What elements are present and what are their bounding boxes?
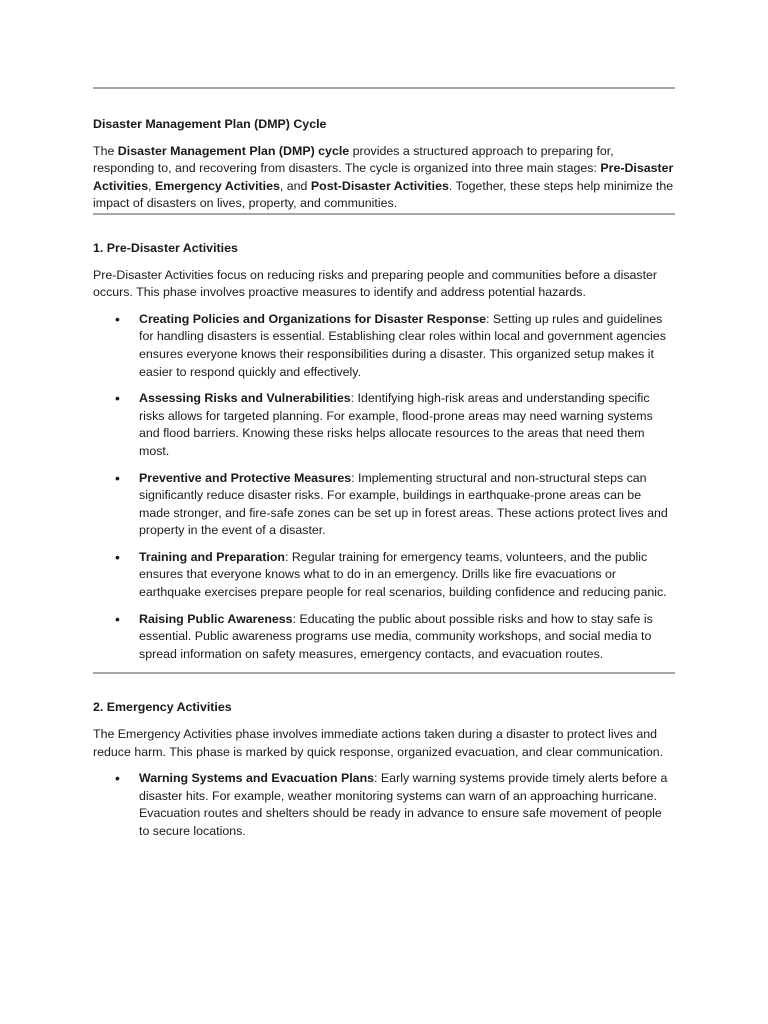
intro-text: , and xyxy=(279,178,311,193)
intro-text: The xyxy=(93,143,118,158)
item-text: : Implementing structural and non-structural steps can significantly reduce disaster risks. For example, buildings in earthquake-prone areas can be made stronger, and fire-safe zones can be set up in forest areas. These actions protect lives and property in the event of a disaster. xyxy=(139,470,668,538)
item-text: : Setting up rules and guidelines for handling disasters is essential. Establishing clear roles within local and government agencies ensures everyone knows their responsibilities during a disaster. This organized setup makes it easier to respond quickly and effectively. xyxy=(139,311,666,379)
intro-bold-term: Disaster Management Plan (DMP) cycle xyxy=(117,143,350,158)
item-term: Creating Policies and Organizations for Disaster Response xyxy=(139,311,487,326)
list-item xyxy=(139,390,675,460)
document-page xyxy=(93,87,675,850)
item-term: Assessing Risks and Vulnerabilities xyxy=(139,391,351,406)
item-text: : Early warning systems provide timely alerts before a disaster hits. For example, weather monitoring systems can warn of an approaching hurricane. Evacuation routes and shelters should be ready in advance to ensure safe movement of people to secure locations. xyxy=(139,771,668,838)
list-item xyxy=(139,311,675,381)
item-text: : Identifying high-risk areas and understanding specific risks allows for targeted planning. For example, flood-prone areas may need warning systems and flood barriers. Knowing these risks helps allocate resources to the areas that need them most. xyxy=(139,391,653,458)
intro-bold-term: Pre-Disaster Activities xyxy=(93,161,674,193)
intro-bold-term: Post-Disaster Activities xyxy=(310,178,449,193)
section-intro: Pre-Disaster Activities focus on reducing risks and preparing people and communities before a disaster occurs. This phase involves proactive measures to identify and address potential hazards. xyxy=(93,267,658,300)
document-title: Disaster Management Plan (DMP) Cycle xyxy=(93,117,327,131)
item-term: Warning Systems and Evacuation Plans xyxy=(139,771,375,786)
item-term: Training and Preparation xyxy=(139,549,285,564)
section-heading-pre-disaster: 1. Pre-Disaster Activities xyxy=(93,240,238,255)
section-divider xyxy=(93,672,675,674)
item-term: Raising Public Awareness xyxy=(139,611,293,626)
item-text: : Educating the public about possible risks and how to stay safe is essential. Public awareness programs use media, community workshops, and social media to spread information on safety measures, emergency contacts, and evacuation routes. xyxy=(139,611,653,661)
top-divider xyxy=(93,87,675,89)
intro-paragraph xyxy=(93,143,675,213)
intro-text: provides a structured approach to preparing for, responding to, and recovering from disasters. The cycle is organized into three main stages: xyxy=(93,143,614,176)
bullet-list xyxy=(93,770,675,840)
section-intro: The Emergency Activities phase involves immediate actions taken during a disaster to protect lives and reduce harm. This phase is marked by quick response, organized evacuation, and clear communication. xyxy=(93,727,664,759)
intro-bold-term: Emergency Activities xyxy=(154,178,280,193)
intro-text: . Together, these steps help minimize the impact of disasters on lives, property, and communities. xyxy=(93,178,674,211)
list-item xyxy=(139,770,675,840)
list-item xyxy=(139,611,675,664)
list-item xyxy=(139,549,675,602)
section-divider xyxy=(93,213,675,215)
section-heading-emergency: 2. Emergency Activities xyxy=(93,700,232,715)
intro-text: , xyxy=(148,178,155,193)
item-term: Preventive and Protective Measures xyxy=(139,470,352,485)
item-text: : Regular training for emergency teams, volunteers, and the public ensures that everyone knows what to do in an emergency. Drills like fire evacuations or earthquake exercises prepare people for real scenarios, building confidence and reducing panic. xyxy=(139,549,667,600)
bullet-list xyxy=(93,311,675,664)
list-item xyxy=(139,470,675,540)
